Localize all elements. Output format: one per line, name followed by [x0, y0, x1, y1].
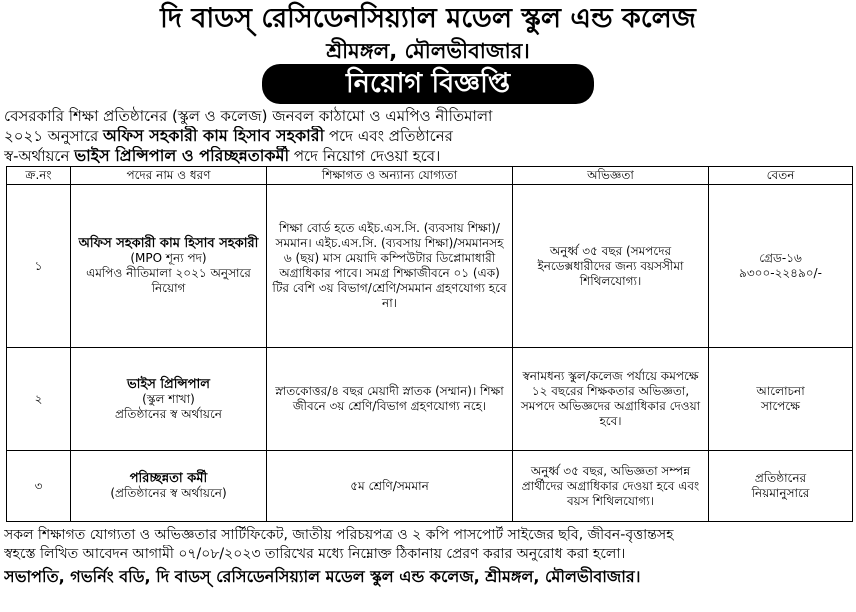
post-name: অফিস সহকারী কাম হিসাব সহকারী: [78, 236, 259, 251]
table-row: [7, 348, 853, 451]
row-qualification: ৫ম শ্রেণি/সমমান: [267, 451, 513, 522]
intro-line-2c: পদে এবং প্রতিষ্ঠানের: [324, 127, 453, 145]
row-salary: [709, 451, 853, 522]
intro-post-vice-principal: ভাইস প্রিন্সিপাল ও পরিচ্ছন্নতাকর্মী: [74, 146, 290, 165]
post-type: (স্কুল শাখা): [142, 391, 195, 406]
footer-instructions: [4, 526, 852, 588]
post-type: (প্রতিষ্ঠানের স্ব অর্থায়নে): [110, 486, 227, 500]
intro-line-2a: ২০২১ অনুসারে: [4, 127, 104, 145]
notice-title-banner: নিয়োগ বিজ্ঞপ্তি: [262, 64, 594, 104]
row-post: [71, 185, 267, 348]
row-experience: স্বনামধন্য স্কুল/কলেজ পর্যায়ে কমপক্ষে ১২ বছরের শিক্ষকতার অভিজ্ঞতা, সমপদে অভিজ্ঞদের অগ্রাধিকার দেওয়া হবে।: [513, 348, 709, 451]
footer-line-2: স্বহস্তে লিখিত আবেদন আগামী ০৭/০৮/২০২৩ তারিখের মধ্যে নিম্নোক্ত ঠিকানায় প্রেরণ করার অনুরোধ করা হলো।: [4, 546, 626, 562]
row-experience: অনুর্ধ্ব ৩৫ বছর (সমপদের ইনডেক্সধারীদের জন্য বয়সসীমা শিথিলযোগ্য।: [513, 185, 709, 348]
table-row: [7, 185, 853, 348]
footer-line-1: সকল শিক্ষাগত যোগ্যতা ও অভিজ্ঞতার সার্টিফিকেট, জাতীয় পরিচয়পত্র ও ২ কপি পাসপোর্ট সাইজের ছবি, জীবন-বৃত্তান্তসহ: [4, 527, 674, 543]
header-experience: অভিজ্ঞতা: [513, 167, 709, 185]
intro-paragraph: [4, 106, 852, 166]
row-qualification: স্নাতকোত্তর/৪ বছর মেয়াদী স্নাতক (সম্মান)। শিক্ষা জীবনে ৩য় শ্রেণি/বিভাগ গ্রহণযোগ্য নহে।: [267, 348, 513, 451]
intro-line-2: [4, 126, 852, 146]
institution-location: শ্রীমঙ্গল, মৌলভীবাজার।: [326, 39, 530, 63]
row-serial: ২: [7, 348, 71, 451]
row-post: [71, 451, 267, 522]
row-qualification: শিক্ষা বোর্ড হতে এইচ.এস.সি. (ব্যবসায় শিক্ষা)/সমমান। এইচ.এস.সি. (ব্যবসায় শিক্ষা)/সমমানসহ ৬ (ছয়) মাস মেয়াদি কম্পিউটার ডিপ্লোমাধারী অগ্রাধিকার পাবে। সমগ্র শিক্ষাজীবনে ০১ (এক) টির বেশি ৩য় বিভাগ/শ্রেণি/সমমান গ্রহণযোগ্য হবে না।: [267, 185, 513, 348]
table-row: [7, 451, 853, 522]
row-salary: [709, 185, 853, 348]
row-serial: ৩: [7, 451, 71, 522]
intro-line-3a: স্ব-অর্থায়নে: [4, 147, 75, 165]
header-qualification: শিক্ষাগত ও অন্যান্য যোগ্যতা: [267, 167, 513, 185]
salary-grade: গ্রেড-১৬: [759, 251, 802, 265]
row-post: [71, 348, 267, 451]
header-salary: বেতন: [709, 167, 853, 185]
post-name: ভাইস প্রিন্সিপাল: [127, 376, 210, 392]
intro-line-3c: পদে নিয়োগ দেওয়া হবে।: [289, 147, 441, 165]
intro-line-3: [4, 146, 852, 166]
row-experience: অনুর্ধ্ব ৩৫ বছর, অভিজ্ঞতা সম্পন্ন প্রার্থীদের অগ্রাধিকার দেওয়া হবে এবং বয়স শিথিলযোগ্য।: [513, 451, 709, 522]
salary-scale: ৯৩০০-২২৪৯০/-: [739, 266, 822, 280]
post-name: পরিচ্ছন্নতা কর্মী: [129, 471, 208, 486]
footer-address: সভাপতি, গভর্নিং বডি, দি বাডস্‌ রেসিডেনসিয়্যাল মডেল স্কুল এন্ড কলেজ, শ্রীমঙ্গল, মৌলভীবাজার।: [4, 567, 641, 586]
salary-scale: সাপেক্ষে: [761, 399, 800, 413]
table-header-row: [7, 167, 853, 185]
row-serial: ১: [7, 185, 71, 348]
intro-line-1: বেসরকারি শিক্ষা প্রতিষ্ঠানের (স্কুল ও কলেজ) জনবল কাঠামো ও এমপিও নীতিমালা: [4, 107, 493, 125]
post-type: (MPO শূন্য পদ): [130, 251, 207, 265]
salary-grade: আলোচনা: [756, 384, 805, 398]
institution-name: দি বাডস্‌ রেসিডেনসিয়্যাল মডেল স্কুল এন্ড কলেজ: [160, 3, 696, 34]
vacancy-table: [6, 166, 853, 522]
header-post: পদের নাম ও ধরণ: [71, 167, 267, 185]
header-serial: ক্র.নং: [7, 167, 71, 185]
salary-grade: প্রতিষ্ঠানের: [754, 471, 807, 485]
salary-scale: নিয়মানুসারে: [751, 486, 810, 500]
row-salary: [709, 348, 853, 451]
intro-post-office-assistant: অফিস সহকারী কাম হিসাব সহকারী: [103, 126, 325, 145]
post-note: প্রতিষ্ঠানের স্ব অর্থায়নে: [115, 406, 222, 421]
post-note: এমপিও নীতিমালা ২০২১ অনুসারে নিয়োগ: [86, 266, 251, 295]
